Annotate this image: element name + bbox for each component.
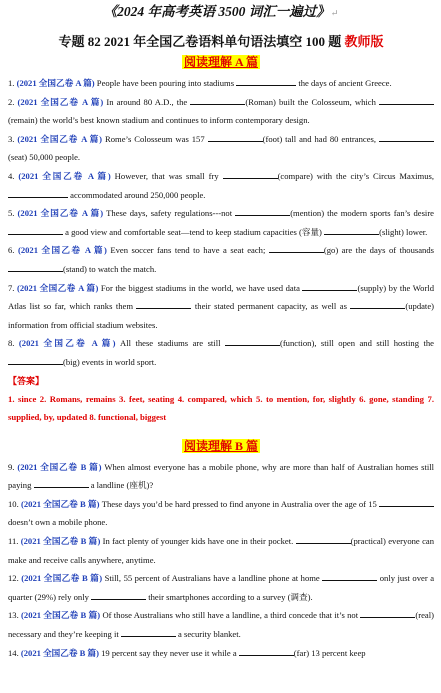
source-tag: (2021 全国乙卷 B 篇) xyxy=(21,573,103,584)
answer-blank[interactable] xyxy=(379,132,434,142)
source-tag: (2021 全国乙卷 A 篇) xyxy=(17,282,99,293)
source-tag: (2021 全国乙卷 B 篇) xyxy=(21,610,101,621)
section-b-heading: 阅读理解 B 篇 xyxy=(183,438,258,453)
answer-blank[interactable] xyxy=(269,243,324,253)
answer-blank[interactable] xyxy=(236,76,296,86)
answer-blank[interactable] xyxy=(136,299,191,309)
teacher-edition-tag: 教师版 xyxy=(344,34,384,49)
source-tag: (2021 全国乙卷 A 篇) xyxy=(16,78,95,88)
paragraph-mark: ↵ xyxy=(330,8,339,18)
question-13: 13. (2021 全国乙卷 B 篇) Of those Australians who still have a landline, a third concede that it’s not (real) necessary and they’re keeping it a security blanket. xyxy=(8,610,434,640)
answer-blank[interactable] xyxy=(350,299,405,309)
section-a-heading: 阅读理解 A 篇 xyxy=(183,55,258,69)
question-7: 7. (2021 全国乙卷 A 篇) For the biggest stadiums in the world, we have used data (supply) by the World Atlas list so far, which ranks them their stated permanent capacity, as well as (update) information from official stadium websites. xyxy=(8,282,434,330)
question-2: 2. (2021 全国乙卷 A 篇) In around 80 A.D., the (Roman) built the Colosseum, which (remain) the world’s best known stadium and continues to inform contemporary design. xyxy=(8,93,434,130)
answer-blank[interactable] xyxy=(225,336,280,346)
answer-blank[interactable] xyxy=(8,262,63,272)
answer-blank[interactable] xyxy=(34,478,89,488)
question-6: 6. (2021 全国乙卷 A 篇) Even soccer fans tend to have a seat each; (go) are the days of thousands (stand) to watch the match. xyxy=(8,245,434,274)
source-tag: (2021 全国乙卷 B 篇) xyxy=(20,647,99,658)
answer-blank[interactable] xyxy=(379,95,434,105)
source-tag: (2021 全国乙卷 B 篇) xyxy=(17,461,102,472)
source-tag: (2021 全国乙卷 A 篇) xyxy=(17,96,104,107)
answer-blank[interactable] xyxy=(324,225,379,235)
source-tag: (2021 全国乙卷 A 篇) xyxy=(17,208,104,219)
question-10: 10. (2021 全国乙卷 B 篇) These days you’d be hard pressed to find anyone in Australia over the age of 15 doesn’t own a mobile phone. xyxy=(8,495,434,532)
question-9: 9. (2021 全国乙卷 B 篇) When almost everyone has a mobile phone, why are more than half of Australian homes still paying a landline (座机)? xyxy=(8,461,435,491)
document-subtitle: 专题 82 2021 年全国乙卷语料单句语法填空 100 题 教师版 xyxy=(58,34,384,49)
answer-blank[interactable] xyxy=(8,225,63,235)
answer-label: 【答案】 xyxy=(8,375,45,386)
source-tag: (2021 全国乙卷 B 篇) xyxy=(20,498,100,509)
source-tag: (2021 全国乙卷 A 篇) xyxy=(17,245,107,256)
answer-blank[interactable] xyxy=(223,169,278,179)
answer-blank[interactable] xyxy=(208,132,263,142)
question-3: 3. (2021 全国乙卷 A 篇) Rome’s Colosseum was 157 (foot) tall and had 80 entrances, (seat) 50,000 people. xyxy=(8,130,434,167)
source-tag: (2021 全国乙卷 A 篇) xyxy=(18,170,111,181)
answer-blank[interactable] xyxy=(296,534,351,544)
answer-blank[interactable] xyxy=(239,646,294,656)
source-tag: (2021 全国乙卷 A 篇) xyxy=(18,338,116,349)
answer-blank[interactable] xyxy=(302,281,357,291)
question-1: 1. (2021 全国乙卷 A 篇) People have been pouring into stadiums the days of ancient Greece. xyxy=(8,78,392,88)
question-12: 12. (2021 全国乙卷 B 篇) Still, 55 percent of Australians have a landline phone at home only just over a quarter (29%) rely only their smartphones according to a survey (调查). xyxy=(8,573,435,602)
answer-blank[interactable] xyxy=(379,497,434,507)
question-8: 8. (2021 全国乙卷 A 篇) All these stadiums are still (function), still open and still hosting the (big) events in world sport. xyxy=(8,338,434,367)
answer-blank[interactable] xyxy=(235,206,290,216)
answer-blank[interactable] xyxy=(8,188,68,198)
question-14: 14. (2021 全国乙卷 B 篇) 19 percent say they never use it while a (far) 13 percent keep xyxy=(8,647,366,658)
answer-blank[interactable] xyxy=(190,95,245,105)
question-4: 4. (2021 全国乙卷 A 篇) However, that was small fry (compare) with the city’s Circus Maximus, accommodated around 250,000 people. xyxy=(8,170,434,200)
document-title: 《2024 年高考英语 3500 词汇一遍过》↵ xyxy=(103,4,339,19)
question-11: 11. (2021 全国乙卷 B 篇) In fact plenty of younger kids have one in their pocket. (practical) everyone can make and receive calls anywhere, anytime. xyxy=(8,536,434,565)
answer-blank[interactable] xyxy=(91,590,146,600)
source-tag: (2021 全国乙卷 A 篇) xyxy=(17,133,103,144)
source-tag: (2021 全国乙卷 B 篇) xyxy=(20,536,101,547)
answer-blank[interactable] xyxy=(8,355,63,365)
question-5: 5. (2021 全国乙卷 A 篇) These days, safety regulations---not (mention) the modern sports fan’s desire a good view and comfortable seat—tend to keep stadium capacities (容量) (slight) lower. xyxy=(8,208,434,237)
answer-blank[interactable] xyxy=(121,627,176,637)
answer-blank[interactable] xyxy=(322,571,377,581)
answer-key: 1. since 2. Romans, remains 3. feet, seating 4. compared, which 5. to mention, for, slightly 6. gone, standing 7. supplied, by, updated 8. functional, biggest xyxy=(8,393,434,423)
document-page xyxy=(8,0,434,662)
answer-blank[interactable] xyxy=(360,608,415,618)
